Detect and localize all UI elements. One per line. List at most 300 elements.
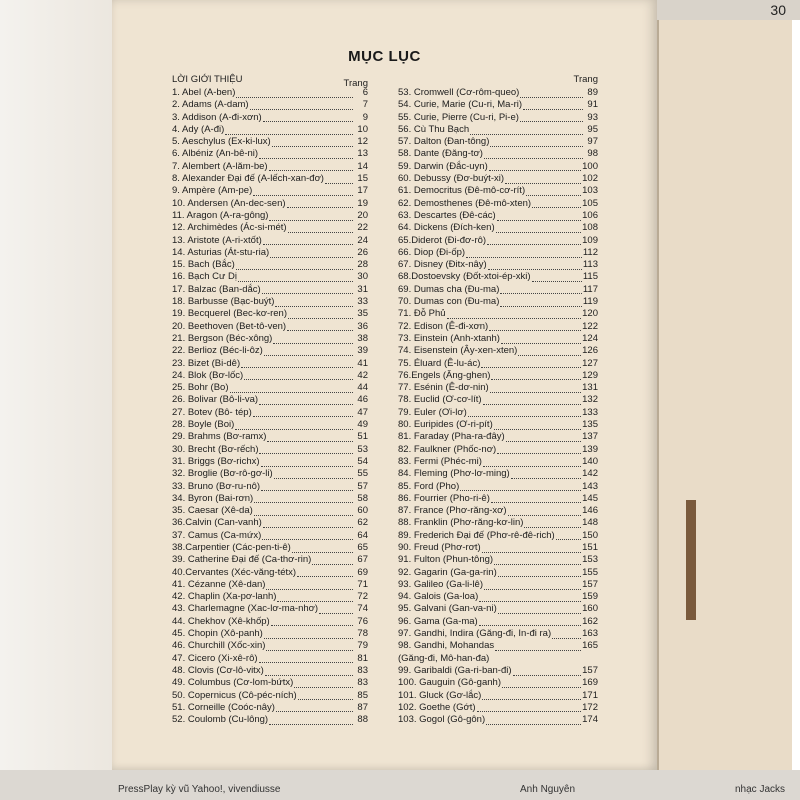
toc-entry-dots xyxy=(267,433,353,442)
toc-entry-page: 22 xyxy=(357,222,368,234)
toc-entry-dots xyxy=(487,236,581,245)
toc-entry-page: 36 xyxy=(357,320,368,332)
toc-entry xyxy=(172,394,368,406)
toc-entry xyxy=(172,358,368,370)
toc-entry-page: 129 xyxy=(582,369,598,381)
toc-entry xyxy=(172,603,368,615)
toc-entry xyxy=(172,222,368,234)
toc-entry-dots xyxy=(259,654,353,663)
toc-entry-dots xyxy=(259,150,353,159)
toc-entry-page: 87 xyxy=(357,701,368,713)
toc-entry-page: 53 xyxy=(357,443,368,455)
toc-entry-page: 47 xyxy=(357,406,368,418)
toc-entry xyxy=(398,517,598,529)
toc-entry-page: 28 xyxy=(357,259,368,271)
toc-entry-page: 67 xyxy=(357,554,368,566)
toc-entry xyxy=(398,579,598,591)
toc-entry-page: 38 xyxy=(357,332,368,344)
toc-entry-name: 19. Becquerel (Bec-kơ-ren) xyxy=(172,308,287,320)
toc-entry xyxy=(172,542,368,554)
toc-entry xyxy=(398,259,598,271)
toc-entry-dots xyxy=(261,458,353,467)
toc-entry-page: 60 xyxy=(357,505,368,517)
toc-entry-dots xyxy=(489,162,581,171)
toc-entry-page: 155 xyxy=(582,566,598,578)
toc-entry-dots xyxy=(484,150,583,159)
toc-entry-name: 21. Bergson (Béc-xông) xyxy=(172,332,273,344)
toc-entry-name: 73. Einstein (Anh-xtanh) xyxy=(398,332,500,344)
background-left xyxy=(0,0,112,800)
toc-left-header xyxy=(172,74,368,89)
toc-entry-name: 24. Blok (Bơ-lốc) xyxy=(172,369,244,381)
toc-entry-name: 89. Frederich Đại đế (Phơ-rê-đê-rich) xyxy=(398,529,555,541)
toc-entry-name: 82. Faulkner (Phốc-nơ) xyxy=(398,443,497,455)
toc-entry-dots xyxy=(250,101,353,110)
toc-entry xyxy=(398,505,598,517)
toc-entry-name: 27. Botev (Bô- tép) xyxy=(172,406,252,418)
toc-entry-name: 57. Dalton (Đan-tông) xyxy=(398,136,490,148)
toc-entry xyxy=(172,333,368,345)
toc-entry xyxy=(172,653,368,665)
toc-entry xyxy=(172,271,368,283)
toc-entry xyxy=(172,198,368,210)
toc-entry-page: 124 xyxy=(582,332,598,344)
toc-entry-page: 131 xyxy=(582,382,598,394)
toc-entry-page: 85 xyxy=(357,689,368,701)
toc-entry xyxy=(398,247,598,259)
toc-entry-dots xyxy=(481,359,581,368)
toc-entry xyxy=(172,173,368,185)
toc-entry-page: 13 xyxy=(357,148,368,160)
toc-entry-name: 41. Cézanne (Xê-dan) xyxy=(172,578,266,590)
toc-entry-dots xyxy=(523,101,583,110)
toc-entry xyxy=(172,136,368,148)
footer-right-text: nhạc Jacks xyxy=(735,784,786,795)
toc-entry xyxy=(172,640,368,652)
toc-entry xyxy=(398,567,598,579)
toc-entry-page: 14 xyxy=(357,160,368,172)
toc-entry xyxy=(398,493,598,505)
toc-entry-page: 26 xyxy=(357,246,368,258)
toc-entry xyxy=(398,554,598,566)
toc-entry-page: 69 xyxy=(357,566,368,578)
toc-entry-dots xyxy=(254,507,353,516)
toc-entry-name: 42. Chaplin (Xa-pơ-lanh) xyxy=(172,591,277,603)
toc-entry xyxy=(398,124,598,136)
toc-entry xyxy=(172,235,368,247)
toc-entry-name: 68.Dostoevsky (Đốt-xtoi-ép-xki) xyxy=(398,271,531,283)
toc-entry-dots xyxy=(532,199,581,208)
toc-entry-page: 10 xyxy=(357,123,368,135)
toc-entry-page: 20 xyxy=(357,209,368,221)
toc-entry-dots xyxy=(460,482,581,491)
toc-entry-dots xyxy=(494,421,581,430)
toc-entry-page: 142 xyxy=(582,468,598,480)
toc-entry xyxy=(172,517,368,529)
toc-entry-name: 28. Boyle (Boi) xyxy=(172,419,235,431)
toc-entry-page: 44 xyxy=(357,382,368,394)
toc-entry-name: 23. Bizet (Bi-dê) xyxy=(172,357,241,369)
toc-entry-dots xyxy=(262,531,353,540)
toc-entry-dots xyxy=(253,408,353,417)
toc-entry-name: 102. Goethe (Gớt) xyxy=(398,701,476,713)
toc-entry-dots xyxy=(271,617,353,626)
toc-entry xyxy=(398,185,598,197)
toc-entry xyxy=(172,382,368,394)
toc-entry-name: 3. Addison (A-đi-xơn) xyxy=(172,111,262,123)
toc-entry-name: 84. Fleming (Phơ-lơ-ming) xyxy=(398,468,510,480)
toc-entry-dots xyxy=(500,298,581,307)
toc-entry-name: 2. Adams (A-dam) xyxy=(172,99,249,111)
toc-entry-dots xyxy=(468,408,581,417)
toc-entry-name: 77. Esénin (Ê-dơ-nin) xyxy=(398,382,489,394)
toc-entry-page: 146 xyxy=(582,505,598,517)
toc-entry-page: 139 xyxy=(582,443,598,455)
toc-entry-name: 5. Aeschylus (Ex-ki-lux) xyxy=(172,136,271,148)
toc-entry-name: 7. Alembert (A-lăm-be) xyxy=(172,160,268,172)
toc-entry-dots xyxy=(466,249,582,258)
toc-entry xyxy=(398,370,598,382)
toc-entry-page: 112 xyxy=(582,246,598,258)
toc-entry xyxy=(172,370,368,382)
toc-entry xyxy=(172,714,368,726)
toc-entry-page: 127 xyxy=(582,357,598,369)
toc-entry-name: 78. Euclid (Ơ-cơ-lít) xyxy=(398,394,482,406)
toc-entry-page: 42 xyxy=(357,369,368,381)
toc-entry xyxy=(172,321,368,333)
page-title: MỤC LỤC xyxy=(348,48,421,65)
toc-entry-name: 59. Darwin (Đắc-uyn) xyxy=(398,160,488,172)
toc-entry-name: 99. Garibaldi (Ga-ri-ban-đi) xyxy=(398,664,512,676)
toc-entry-name: 31. Briggs (Bơ-richx) xyxy=(172,455,260,467)
toc-entry-page: 57 xyxy=(357,480,368,492)
toc-entry-name: 71. Đỗ Phủ xyxy=(398,308,446,320)
toc-entry-name: 95. Galvani (Gan-va-ni) xyxy=(398,603,497,615)
toc-entry-name: 38.Carpentier (Các-pen-ti-ê) xyxy=(172,541,291,553)
toc-entry-dots xyxy=(491,494,581,503)
toc-entry-dots xyxy=(254,494,353,503)
toc-entry-page: 46 xyxy=(357,394,368,406)
toc-entry-page: 126 xyxy=(582,345,598,357)
toc-entry xyxy=(172,505,368,517)
toc-entry-page: 157 xyxy=(582,578,598,590)
toc-entry xyxy=(398,358,598,370)
toc-entry-page: 9 xyxy=(362,111,368,123)
toc-entry xyxy=(398,444,598,456)
toc-entry xyxy=(398,284,598,296)
toc-entry-page: 30 xyxy=(357,271,368,283)
toc-entry-page: 109 xyxy=(582,234,598,246)
toc-entry-name: 79. Euler (Ơi-lơ) xyxy=(398,406,467,418)
toc-entry-name: 43. Charlemagne (Xac-lơ-ma-nhơ) xyxy=(172,603,319,615)
toc-entry xyxy=(172,554,368,566)
toc-entry-page: 6 xyxy=(362,87,368,98)
toc-entry-page: 159 xyxy=(582,591,598,603)
toc-entry-name: 54. Curie, Marie (Cu-ri, Ma-ri) xyxy=(398,99,523,111)
toc-entry-page: 169 xyxy=(582,677,598,689)
toc-entry xyxy=(172,259,368,271)
toc-entry xyxy=(398,591,598,603)
toc-entry-dots xyxy=(274,470,353,479)
toc-entry-dots xyxy=(520,89,583,98)
toc-entry-page: 83 xyxy=(357,664,368,676)
toc-entry xyxy=(172,702,368,714)
toc-entry xyxy=(172,124,368,136)
toc-entry-dots xyxy=(270,249,353,258)
toc-entry-name: 18. Barbusse (Bạc-buýt) xyxy=(172,296,275,308)
toc-entry-page: 35 xyxy=(357,308,368,320)
toc-entry-page: 39 xyxy=(357,345,368,357)
toc-entry-dots xyxy=(491,371,581,380)
toc-entry-dots xyxy=(479,617,581,626)
toc-entry-dots xyxy=(262,285,353,294)
toc-entry-page: 72 xyxy=(357,591,368,603)
toc-entry-name: 103. Gogol (Gô-gôn) xyxy=(398,714,486,726)
toc-entry-dots xyxy=(287,322,353,331)
toc-entry xyxy=(172,99,368,111)
toc-entry xyxy=(172,481,368,493)
toc-entry xyxy=(172,468,368,480)
toc-entry-name: 80. Euripides (Ơ-ri-pít) xyxy=(398,419,493,431)
toc-entry-name: 37. Camus (Ca-mứx) xyxy=(172,529,262,541)
footer-left-text: PressPlay kỳ vũ Yahoo!, vivendiusse xyxy=(118,784,281,795)
toc-entry-page: 31 xyxy=(357,283,368,295)
toc-entry-name: (Găng-đi, Mô-han-đa) xyxy=(398,652,490,664)
toc-entry-page: 115 xyxy=(582,271,598,283)
toc-entry-dots xyxy=(520,113,583,122)
toc-entry xyxy=(172,456,368,468)
toc-entry-page: 160 xyxy=(582,603,598,615)
toc-entry xyxy=(398,382,598,394)
toc-entry-page: 41 xyxy=(357,357,368,369)
toc-entry-dots xyxy=(275,298,353,307)
toc-entry xyxy=(398,345,598,357)
toc-entry-name: 49. Columbus (Cơ-lom-bứtx) xyxy=(172,677,294,689)
toc-entry xyxy=(172,579,368,591)
toc-entry-page: 54 xyxy=(357,455,368,467)
toc-entry-dots xyxy=(238,273,353,282)
toc-entry xyxy=(398,198,598,210)
toc-entry xyxy=(398,468,598,480)
toc-entry-page: 76 xyxy=(357,615,368,627)
toc-entry-page: 15 xyxy=(357,173,368,185)
toc-entry-page: 100 xyxy=(582,160,598,172)
toc-entry-name: 72. Edison (Ê-đi-xơn) xyxy=(398,320,489,332)
toc-entry xyxy=(172,210,368,222)
toc-entry-dots xyxy=(511,470,581,479)
toc-entry-name: 64. Dickens (Đích-ken) xyxy=(398,222,495,234)
toc-entry xyxy=(398,308,598,320)
toc-entry-dots xyxy=(482,691,581,700)
toc-entry-name: 14. Asturias (Át-stu-ria) xyxy=(172,246,270,258)
toc-entry xyxy=(172,247,368,259)
toc-entry-page: 108 xyxy=(582,222,598,234)
toc-entry-dots xyxy=(244,371,353,380)
toc-entry-name: 35. Caesar (Xê-da) xyxy=(172,505,253,517)
toc-right-column xyxy=(398,74,598,726)
toc-entry-page: 81 xyxy=(357,652,368,664)
toc-entry-page: 62 xyxy=(357,517,368,529)
toc-entry xyxy=(172,677,368,689)
toc-entry-page: 89 xyxy=(587,87,598,98)
toc-entry-name: 47. Cicero (Xi-xê-rô) xyxy=(172,652,258,664)
toc-left-entries xyxy=(172,87,368,726)
toc-entry xyxy=(398,542,598,554)
toc-entry-page: 106 xyxy=(582,209,598,221)
toc-entry-page: 12 xyxy=(357,136,368,148)
toc-entry-name: 101. Gluck (Gơ-lắc) xyxy=(398,689,482,701)
toc-entry-dots xyxy=(294,679,353,688)
toc-entry-dots xyxy=(287,199,353,208)
toc-entry-page: 172 xyxy=(582,701,598,713)
toc-entry-page: 135 xyxy=(582,419,598,431)
toc-entry-name: 56. Cù Thu Bạch xyxy=(398,123,470,135)
toc-entry-dots xyxy=(230,384,354,393)
toc-entry-dots xyxy=(524,519,581,528)
toc-entry-page: 113 xyxy=(582,259,598,271)
toc-entry-dots xyxy=(269,716,353,725)
toc-entry xyxy=(172,567,368,579)
toc-entry-dots xyxy=(263,519,353,528)
toc-entry-page: 24 xyxy=(357,234,368,246)
toc-entry-dots xyxy=(261,482,353,491)
toc-entry-dots xyxy=(501,335,581,344)
page-header-right: Trang xyxy=(573,74,598,85)
toc-entry-page: 148 xyxy=(582,517,598,529)
toc-entry-name: 90. Freud (Phơ-rơt) xyxy=(398,541,481,553)
toc-entry xyxy=(172,530,368,542)
toc-entry-name: 60. Debussy (Đơ-buýt-xi) xyxy=(398,173,505,185)
footer-mid-text: Anh Nguyên xyxy=(520,784,576,795)
toc-entry-dots xyxy=(482,544,581,553)
toc-entry-page: 79 xyxy=(357,640,368,652)
toc-entry-dots xyxy=(241,359,353,368)
toc-entry-dots xyxy=(236,89,353,98)
toc-entry-dots xyxy=(556,531,581,540)
toc-entry-dots xyxy=(498,568,581,577)
toc-entry-dots xyxy=(266,642,353,651)
toc-entry-page: 33 xyxy=(357,296,368,308)
toc-entry-page: 71 xyxy=(357,578,368,590)
toc-entry-page: 163 xyxy=(582,628,598,640)
toc-entry-dots xyxy=(266,581,353,590)
toc-entry-page: 162 xyxy=(582,615,598,627)
toc-entry-dots xyxy=(532,273,582,282)
toc-entry-name: 94. Galois (Ga-loa) xyxy=(398,591,479,603)
toc-entry-name: 67. Disney (Đitx-nây) xyxy=(398,259,487,271)
toc-entry-name: 52. Coulomb (Cu-lông) xyxy=(172,714,269,726)
toc-entry-page: 122 xyxy=(582,320,598,332)
toc-entry xyxy=(398,99,598,111)
toc-entry-dots xyxy=(269,212,353,221)
toc-entry-name: 20. Beethoven (Bet-tô-ven) xyxy=(172,320,287,332)
toc-entry-dots xyxy=(486,716,581,725)
toc-entry-dots xyxy=(264,347,353,356)
toc-entry-dots xyxy=(518,347,581,356)
toc-entry-dots xyxy=(497,445,581,454)
toc-entry xyxy=(398,87,598,99)
intro-label: LỜI GIỚI THIỆU xyxy=(172,74,243,85)
toc-entry-dots xyxy=(259,445,353,454)
toc-entry-dots xyxy=(526,187,581,196)
toc-entry-name: 91. Fulton (Phun-tông) xyxy=(398,554,494,566)
toc-entry xyxy=(398,714,598,726)
toc-entry-dots xyxy=(265,667,353,676)
toc-entry-page: 140 xyxy=(582,455,598,467)
toc-entry-dots xyxy=(447,310,582,319)
toc-entry-dots xyxy=(263,113,353,122)
toc-entry-dots xyxy=(483,396,582,405)
toc-entry-name: 40.Cervantes (Xéc-văng-tétx) xyxy=(172,566,297,578)
toc-entry-page: 150 xyxy=(582,529,598,541)
toc-entry-dots xyxy=(269,162,353,171)
toc-entry-name: 39. Catherine Đại đế (Ca-thơ-rin) xyxy=(172,554,312,566)
toc-entry-name: 70. Dumas con (Đu-ma) xyxy=(398,296,500,308)
toc-entry-page: 65 xyxy=(357,541,368,553)
toc-entry-dots xyxy=(253,187,353,196)
toc-entry-name: 32. Broglie (Bơ-rô-gơ-li) xyxy=(172,468,273,480)
toc-entry-name: 62. Demosthenes (Đê-mô-xten) xyxy=(398,197,532,209)
toc-entry-name: 25. Bohr (Bo) xyxy=(172,382,229,394)
toc-entry-dots xyxy=(273,335,353,344)
toc-entry-name: 93. Galileo (Ga-li-lê) xyxy=(398,578,483,590)
toc-entry xyxy=(398,333,598,345)
toc-entry xyxy=(398,161,598,173)
toc-entry-name: 45. Chopin (Xô-panh) xyxy=(172,628,263,640)
toc-entry-name: 15. Bach (Bắc) xyxy=(172,259,235,271)
toc-entry-page: 105 xyxy=(582,197,598,209)
toc-entry-dots xyxy=(288,224,353,233)
toc-entry-name: 86. Fourrier (Pho-ri-ê) xyxy=(398,492,490,504)
toc-entry-dots xyxy=(495,642,581,651)
toc-entry xyxy=(172,345,368,357)
toc-entry-dots xyxy=(235,421,353,430)
toc-entry-dots xyxy=(508,507,582,516)
toc-entry xyxy=(172,419,368,431)
toc-entry xyxy=(398,407,598,419)
toc-entry xyxy=(172,112,368,124)
toc-entry-dots xyxy=(319,605,353,614)
toc-entry xyxy=(398,148,598,160)
toc-entry xyxy=(398,394,598,406)
toc-entry xyxy=(398,136,598,148)
toc-entry-dots xyxy=(498,605,581,614)
toc-entry-page: 165 xyxy=(582,640,598,652)
toc-entry xyxy=(398,603,598,615)
toc-entry-page: 78 xyxy=(357,628,368,640)
toc-entry-dots xyxy=(277,593,353,602)
toc-entry-page: 7 xyxy=(362,99,368,111)
toc-entry-page: 74 xyxy=(357,603,368,615)
torn-edge xyxy=(686,500,696,620)
toc-entry-page: 103 xyxy=(582,185,598,197)
toc-entry-name: 83. Fermi (Phéc-mi) xyxy=(398,455,482,467)
toc-entry-page: 119 xyxy=(582,296,598,308)
toc-entry-dots xyxy=(292,544,353,553)
toc-entry xyxy=(398,640,598,652)
toc-entry-page: 153 xyxy=(582,554,598,566)
toc-entry-name: 96. Gama (Ga-ma) xyxy=(398,615,478,627)
toc-entry-name: 10. Andersen (An-dec-sen) xyxy=(172,197,286,209)
toc-entry-dots xyxy=(502,679,581,688)
toc-entry-name: 92. Gagarin (Ga-ga-rin) xyxy=(398,566,497,578)
toc-entry-page: 102 xyxy=(582,173,598,185)
toc-entry-page: 19 xyxy=(357,197,368,209)
toc-entry-dots xyxy=(484,581,581,590)
toc-entry xyxy=(172,628,368,640)
toc-entry-page: 120 xyxy=(582,308,598,320)
toc-entry-name: 55. Curie, Pierre (Cu-ri, Pi-e) xyxy=(398,111,519,123)
